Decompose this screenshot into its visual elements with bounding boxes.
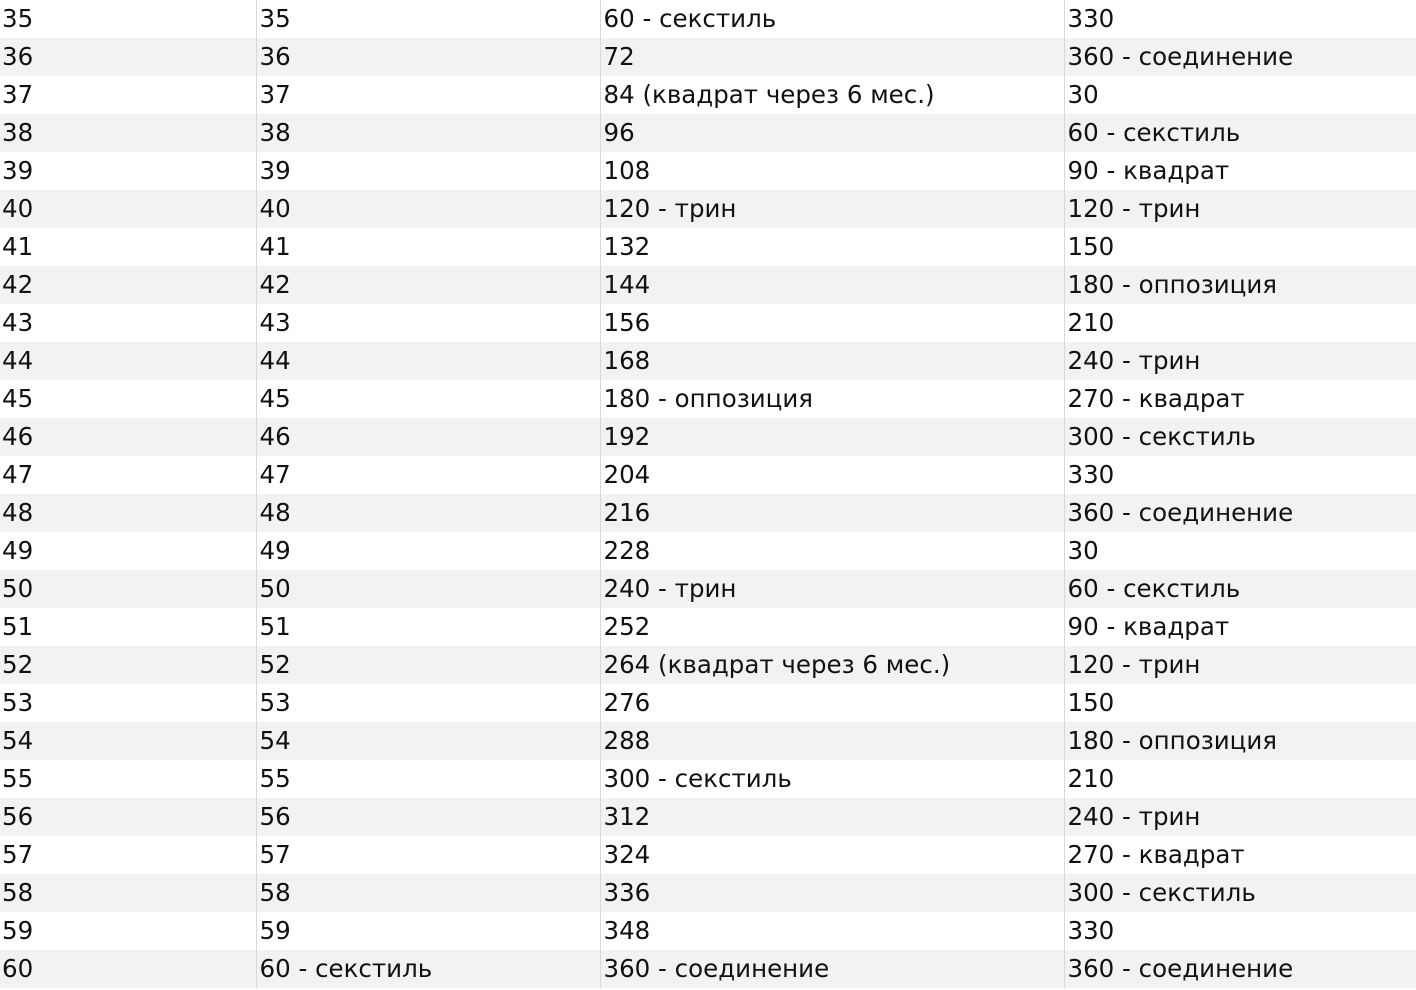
age-degree-cell[interactable]: 44 [256, 342, 600, 380]
progression-aspect-cell[interactable]: 264 (квадрат через 6 мес.) [600, 646, 1064, 684]
cycle-aspect-cell[interactable]: 150 [1064, 228, 1416, 266]
age-cell[interactable]: 56 [2, 802, 34, 831]
table-row [0, 874, 1416, 912]
age-degree-cell[interactable]: 37 [256, 76, 600, 114]
cycle-aspect-cell[interactable]: 180 - оппозиция [1064, 266, 1416, 304]
table-row [0, 380, 1416, 418]
age-cell[interactable]: 59 [2, 916, 34, 945]
progression-aspect-cell[interactable]: 252 [600, 608, 1064, 646]
cycle-aspect-cell[interactable]: 270 - квадрат [1064, 836, 1416, 874]
progression-aspect-cell[interactable]: 180 - оппозиция [600, 380, 1064, 418]
age-cell[interactable]: 43 [2, 308, 34, 337]
table-row [0, 190, 1416, 228]
table-row [0, 76, 1416, 114]
table-row [0, 760, 1416, 798]
progression-aspect-cell[interactable]: 276 [600, 684, 1064, 722]
table-row [0, 342, 1416, 380]
table-row [0, 570, 1416, 608]
age-cell[interactable]: 41 [2, 232, 34, 261]
age-degree-cell[interactable]: 59 [256, 912, 600, 950]
progression-aspect-cell[interactable]: 360 - соединение [600, 950, 1064, 988]
cycle-aspect-cell[interactable]: 120 - трин [1064, 190, 1416, 228]
age-cell[interactable]: 57 [2, 840, 34, 869]
table-row [0, 798, 1416, 836]
age-cell[interactable]: 58 [2, 878, 34, 907]
age-degree-cell[interactable]: 56 [256, 798, 600, 836]
age-degree-cell[interactable]: 35 [256, 0, 600, 38]
cycle-aspect-cell[interactable]: 90 - квадрат [1064, 152, 1416, 190]
table-row [0, 912, 1416, 950]
age-cell[interactable]: 50 [2, 574, 34, 603]
progression-aspect-cell[interactable]: 300 - секстиль [600, 760, 1064, 798]
age-degree-cell[interactable]: 58 [256, 874, 600, 912]
cycle-aspect-cell[interactable]: 300 - секстиль [1064, 874, 1416, 912]
age-degree-cell[interactable]: 55 [256, 760, 600, 798]
age-degree-cell[interactable]: 50 [256, 570, 600, 608]
cycle-aspect-cell[interactable]: 120 - трин [1064, 646, 1416, 684]
age-cell[interactable]: 46 [2, 422, 34, 451]
table-row [0, 418, 1416, 456]
table-row [0, 228, 1416, 266]
table-row [0, 0, 1416, 38]
table-row [0, 152, 1416, 190]
cycle-aspect-cell[interactable]: 240 - трин [1064, 798, 1416, 836]
age-cell[interactable]: 48 [2, 498, 34, 527]
age-cell[interactable]: 42 [2, 270, 34, 299]
progression-aspect-cell[interactable]: 132 [600, 228, 1064, 266]
table-row [0, 532, 1416, 570]
age-degree-cell[interactable]: 45 [256, 380, 600, 418]
age-degree-cell[interactable]: 41 [256, 228, 600, 266]
age-degree-cell[interactable]: 36 [256, 38, 600, 76]
age-cell[interactable]: 37 [2, 80, 34, 109]
age-degree-cell[interactable]: 57 [256, 836, 600, 874]
age-degree-cell[interactable]: 53 [256, 684, 600, 722]
table-row [0, 266, 1416, 304]
cycle-aspect-cell[interactable]: 210 [1064, 760, 1416, 798]
age-cell[interactable]: 38 [2, 118, 34, 147]
table-row [0, 114, 1416, 152]
cycle-aspect-cell[interactable]: 330 [1064, 456, 1416, 494]
age-degree-cell[interactable]: 43 [256, 304, 600, 342]
age-cell[interactable]: 36 [2, 42, 34, 71]
cycle-aspect-cell[interactable]: 360 - соединение [1064, 494, 1416, 532]
age-degree-cell[interactable]: 40 [256, 190, 600, 228]
progression-aspect-cell[interactable]: 108 [600, 152, 1064, 190]
progression-aspect-cell[interactable]: 120 - трин [600, 190, 1064, 228]
progression-aspect-cell[interactable]: 96 [600, 114, 1064, 152]
progression-aspect-cell[interactable]: 336 [600, 874, 1064, 912]
cycle-aspect-cell[interactable]: 180 - оппозиция [1064, 722, 1416, 760]
table-row [0, 608, 1416, 646]
progression-aspect-cell[interactable]: 312 [600, 798, 1064, 836]
cycle-aspect-cell[interactable]: 150 [1064, 684, 1416, 722]
table-row [0, 456, 1416, 494]
cycle-aspect-cell[interactable]: 210 [1064, 304, 1416, 342]
cycle-aspect-cell[interactable]: 360 - соединение [1064, 950, 1416, 988]
table-row [0, 646, 1416, 684]
cycle-aspect-cell[interactable]: 30 [1064, 532, 1416, 570]
progression-aspect-cell[interactable]: 156 [600, 304, 1064, 342]
progression-aspect-cell[interactable]: 204 [600, 456, 1064, 494]
cycle-aspect-cell[interactable]: 240 - трин [1064, 342, 1416, 380]
table-row [0, 684, 1416, 722]
age-degree-cell[interactable]: 38 [256, 114, 600, 152]
cycle-aspect-cell[interactable]: 330 [1064, 0, 1416, 38]
table-row [0, 304, 1416, 342]
progression-aspect-cell[interactable]: 144 [600, 266, 1064, 304]
progression-aspect-cell[interactable]: 168 [600, 342, 1064, 380]
progression-aspect-cell[interactable]: 216 [600, 494, 1064, 532]
table-row [0, 950, 1416, 988]
age-cell[interactable]: 47 [2, 460, 34, 489]
progression-aspect-cell[interactable]: 348 [600, 912, 1064, 950]
cycle-aspect-cell[interactable]: 270 - квадрат [1064, 380, 1416, 418]
table-row [0, 722, 1416, 760]
age-degree-cell[interactable]: 39 [256, 152, 600, 190]
cycle-aspect-cell[interactable]: 90 - квадрат [1064, 608, 1416, 646]
age-cell[interactable]: 53 [2, 688, 34, 717]
age-cell[interactable]: 55 [2, 764, 34, 793]
age-degree-cell[interactable]: 54 [256, 722, 600, 760]
cycle-aspect-cell[interactable]: 360 - соединение [1064, 38, 1416, 76]
age-cell[interactable]: 45 [2, 384, 34, 413]
progression-aspect-cell[interactable]: 324 [600, 836, 1064, 874]
age-degree-cell[interactable]: 42 [256, 266, 600, 304]
age-cell[interactable]: 44 [2, 346, 34, 375]
cycle-aspect-cell[interactable]: 300 - секстиль [1064, 418, 1416, 456]
table-row [0, 836, 1416, 874]
progression-aspect-cell[interactable]: 84 (квадрат через 6 мес.) [600, 76, 1064, 114]
age-cell[interactable]: 54 [2, 726, 34, 755]
age-degree-cell[interactable]: 51 [256, 608, 600, 646]
cycle-aspect-cell[interactable]: 330 [1064, 912, 1416, 950]
age-degree-cell[interactable]: 60 - секстиль [256, 950, 600, 988]
age-cell[interactable]: 51 [2, 612, 34, 641]
age-cell[interactable]: 52 [2, 650, 34, 679]
age-degree-cell[interactable]: 46 [256, 418, 600, 456]
age-cell[interactable]: 40 [2, 194, 34, 223]
cycle-aspect-cell[interactable]: 30 [1064, 76, 1416, 114]
age-cell[interactable]: 35 [2, 4, 34, 33]
age-degree-cell[interactable]: 47 [256, 456, 600, 494]
age-cell[interactable]: 60 [2, 954, 34, 983]
progression-aspect-cell[interactable]: 60 - секстиль [600, 0, 1064, 38]
age-degree-cell[interactable]: 52 [256, 646, 600, 684]
progression-aspect-cell[interactable]: 240 - трин [600, 570, 1064, 608]
cycle-aspect-cell[interactable]: 60 - секстиль [1064, 114, 1416, 152]
cycle-aspect-cell[interactable]: 60 - секстиль [1064, 570, 1416, 608]
progression-aspect-cell[interactable]: 288 [600, 722, 1064, 760]
progression-aspect-cell[interactable]: 192 [600, 418, 1064, 456]
age-cell[interactable]: 39 [2, 156, 34, 185]
age-cell[interactable]: 49 [2, 536, 34, 565]
table-row [0, 38, 1416, 76]
progression-aspect-cell[interactable]: 228 [600, 532, 1064, 570]
age-degree-cell[interactable]: 48 [256, 494, 600, 532]
progression-aspect-cell[interactable]: 72 [600, 38, 1064, 76]
age-degree-cell[interactable]: 49 [256, 532, 600, 570]
table-row [0, 494, 1416, 532]
